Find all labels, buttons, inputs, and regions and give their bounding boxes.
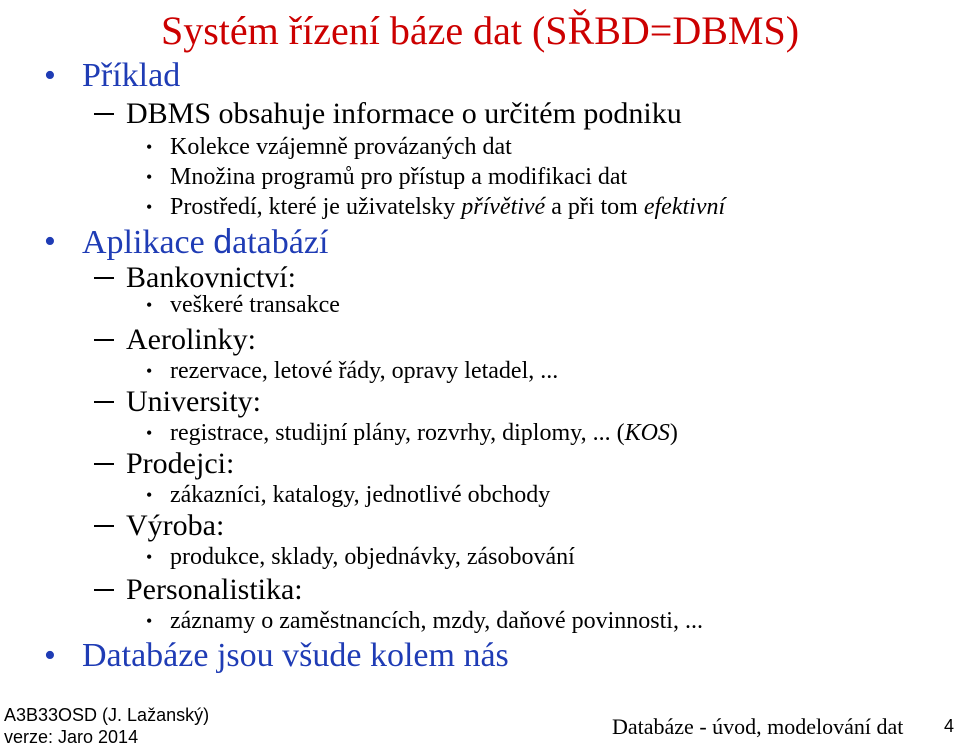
point-produkce-text: produkce, sklady, objednávky, zásobování (170, 544, 575, 570)
subitem-dbms-info-text: DBMS obsahuje informace o určitém podniku (126, 97, 682, 130)
bullet-dot-icon: • (146, 167, 153, 187)
bullet-dot-icon: • (44, 57, 56, 94)
subitem-dbms-info (126, 96, 682, 132)
bullet-dot-icon: • (146, 611, 153, 631)
dash-icon (94, 589, 114, 591)
subitem-prodejci (126, 446, 234, 482)
bullet-dot-icon: • (44, 637, 56, 674)
dash-icon (94, 339, 114, 341)
point-rezervace (146, 356, 559, 386)
footer-version: verze: Jaro 2014 (4, 727, 139, 747)
bullet-dot-icon: • (146, 361, 153, 381)
footer-course-info (4, 704, 209, 748)
subitem-vyroba-text: Výroba: (126, 509, 225, 542)
point-zakaznici-text: zákazníci, katalogy, jednotlivé obchody (170, 482, 551, 508)
point-rezervace-text: rezervace, letové řády, opravy letadel, ... (170, 358, 559, 384)
bullet-priklad (44, 56, 181, 96)
point-kolekce-text: Kolekce vzájemně provázaných dat (170, 134, 512, 160)
point-registrace-text-c: ) (669, 420, 678, 446)
point-zakaznici (146, 480, 551, 510)
point-prostredi-italic-privetive: přívětivé (461, 194, 546, 220)
bullet-aplikace-text-c: atabází (232, 224, 329, 261)
bullet-aplikace-text-a: Aplikace (82, 224, 214, 261)
subitem-university-text: University: (126, 385, 261, 418)
point-prostredi (146, 192, 726, 222)
point-registrace-text-a: registrace, studijní plány, rozvrhy, diplomy, ... ( (170, 420, 625, 446)
dash-icon (94, 525, 114, 527)
bullet-dot-icon: • (146, 197, 153, 217)
bullet-priklad-text: Příklad (82, 57, 181, 94)
footer-subject: Databáze - úvod, modelování dat (612, 714, 904, 739)
bullet-dot-icon: • (146, 485, 153, 505)
point-registrace-italic-kos: KOS (624, 420, 670, 446)
point-prostredi-italic-efektivni: efektivní (643, 194, 726, 220)
point-mnozina (146, 162, 628, 192)
bullet-dot-icon: • (146, 295, 153, 315)
page-number: 4 (944, 716, 955, 736)
slide-title: Systém řízení báze dat (SŘBD=DBMS) (160, 8, 800, 53)
subitem-university (126, 384, 261, 420)
subitem-aerolinky (126, 322, 256, 358)
point-transakce-text: veškeré transakce (170, 292, 340, 318)
point-prostredi-text-a: Prostředí, které je uživatelsky (170, 194, 462, 220)
point-zaznamy (146, 606, 703, 636)
bullet-aplikace (44, 222, 329, 263)
subitem-prodejci-text: Prodejci: (126, 447, 235, 480)
dash-icon (94, 463, 114, 465)
bullet-vsude-text: Databáze jsou všude kolem nás (82, 637, 509, 674)
bullet-dot-icon: • (146, 423, 153, 443)
dash-icon (94, 277, 114, 279)
dash-icon (94, 401, 114, 403)
point-registrace (146, 418, 678, 448)
subitem-aerolinky-text: Aerolinky: (126, 323, 256, 356)
point-kolekce (146, 132, 512, 162)
point-zaznamy-text: záznamy o zaměstnancích, mzdy, daňové povinnosti, ... (170, 608, 703, 634)
subitem-vyroba (126, 508, 224, 544)
bullet-dot-icon: • (44, 223, 56, 260)
bullet-dot-icon: • (146, 137, 153, 157)
dash-icon (94, 113, 114, 115)
bullet-vsude (44, 636, 509, 676)
point-transakce (146, 290, 340, 320)
bullet-aplikace-text-b: d (213, 223, 233, 261)
bullet-dot-icon: • (146, 547, 153, 567)
subitem-personalistika-text: Personalistika: (126, 573, 303, 606)
point-produkce (146, 542, 575, 572)
point-mnozina-text: Množina programů pro přístup a modifikaci dat (170, 164, 628, 190)
subitem-bankovnictvi-text: Bankovnictví: (126, 261, 296, 294)
footer-course: A3B33OSD (J. Lažanský) (4, 705, 210, 725)
subitem-personalistika (126, 572, 303, 608)
point-prostredi-text-c: a při tom (545, 194, 644, 220)
